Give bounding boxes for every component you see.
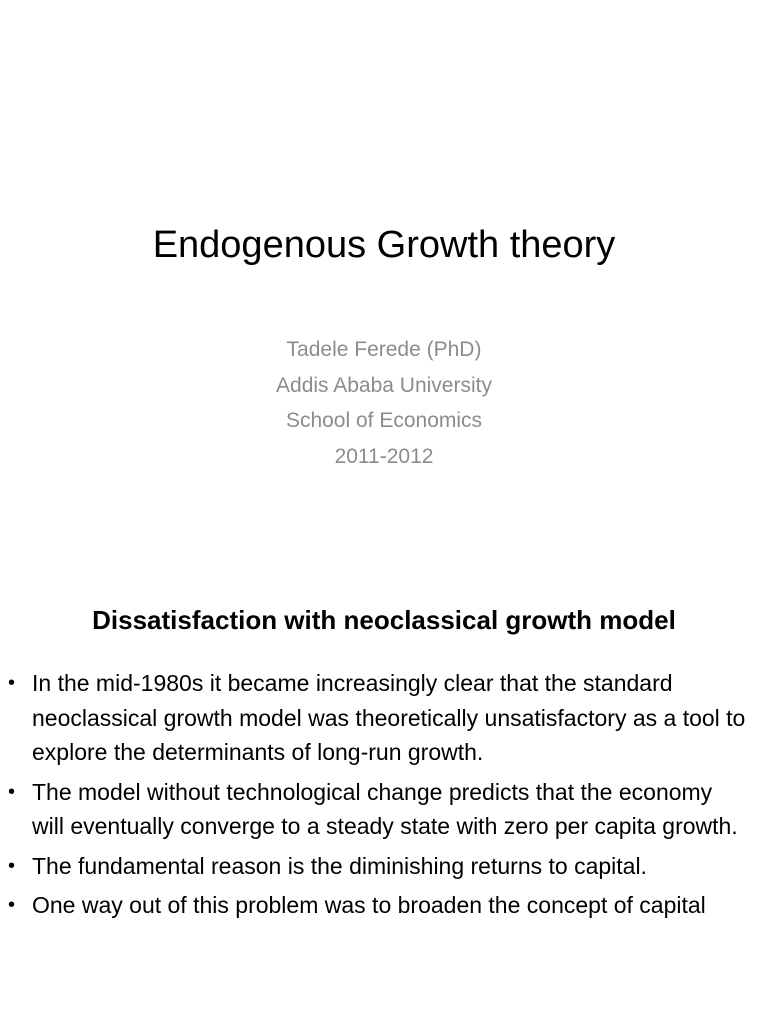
bullet-item [0,775,768,844]
bullet-text: The model without technological change predicts that the economy will eventually converge to a steady state with zero per capita growth. [32,778,738,839]
bullet-text: One way out of this problem was to broaden the concept of capital [32,892,706,918]
school-line: School of Economics [285,409,483,432]
content-slide [0,576,768,1024]
author-line: Tadele Ferede (PhD) [286,338,482,361]
bullet-icon: • [8,894,16,916]
bullet-item [0,888,768,923]
bullet-icon: • [8,854,16,877]
bullet-item [0,666,768,770]
bullet-list [0,666,768,928]
bullet-item [0,849,768,884]
bullet-text: In the mid-1980s it became increasingly clear that the standard neoclassical growth model was theoretically unsatisfactory as a tool to explore the determinants of long-run growth. [32,670,746,765]
university-line: Addis Ababa University [276,373,492,397]
slide-heading: Dissatisfaction with neoclassical growth model [92,605,676,635]
bullet-icon: • [8,780,16,803]
bullet-text: The fundamental reason is the diminishing returns to capital. [32,852,647,879]
slide-subtitle [0,332,768,474]
bullet-icon: • [8,672,16,694]
year-line: 2011-2012 [334,444,434,468]
slide-title: Endogenous Growth theory [152,224,616,266]
